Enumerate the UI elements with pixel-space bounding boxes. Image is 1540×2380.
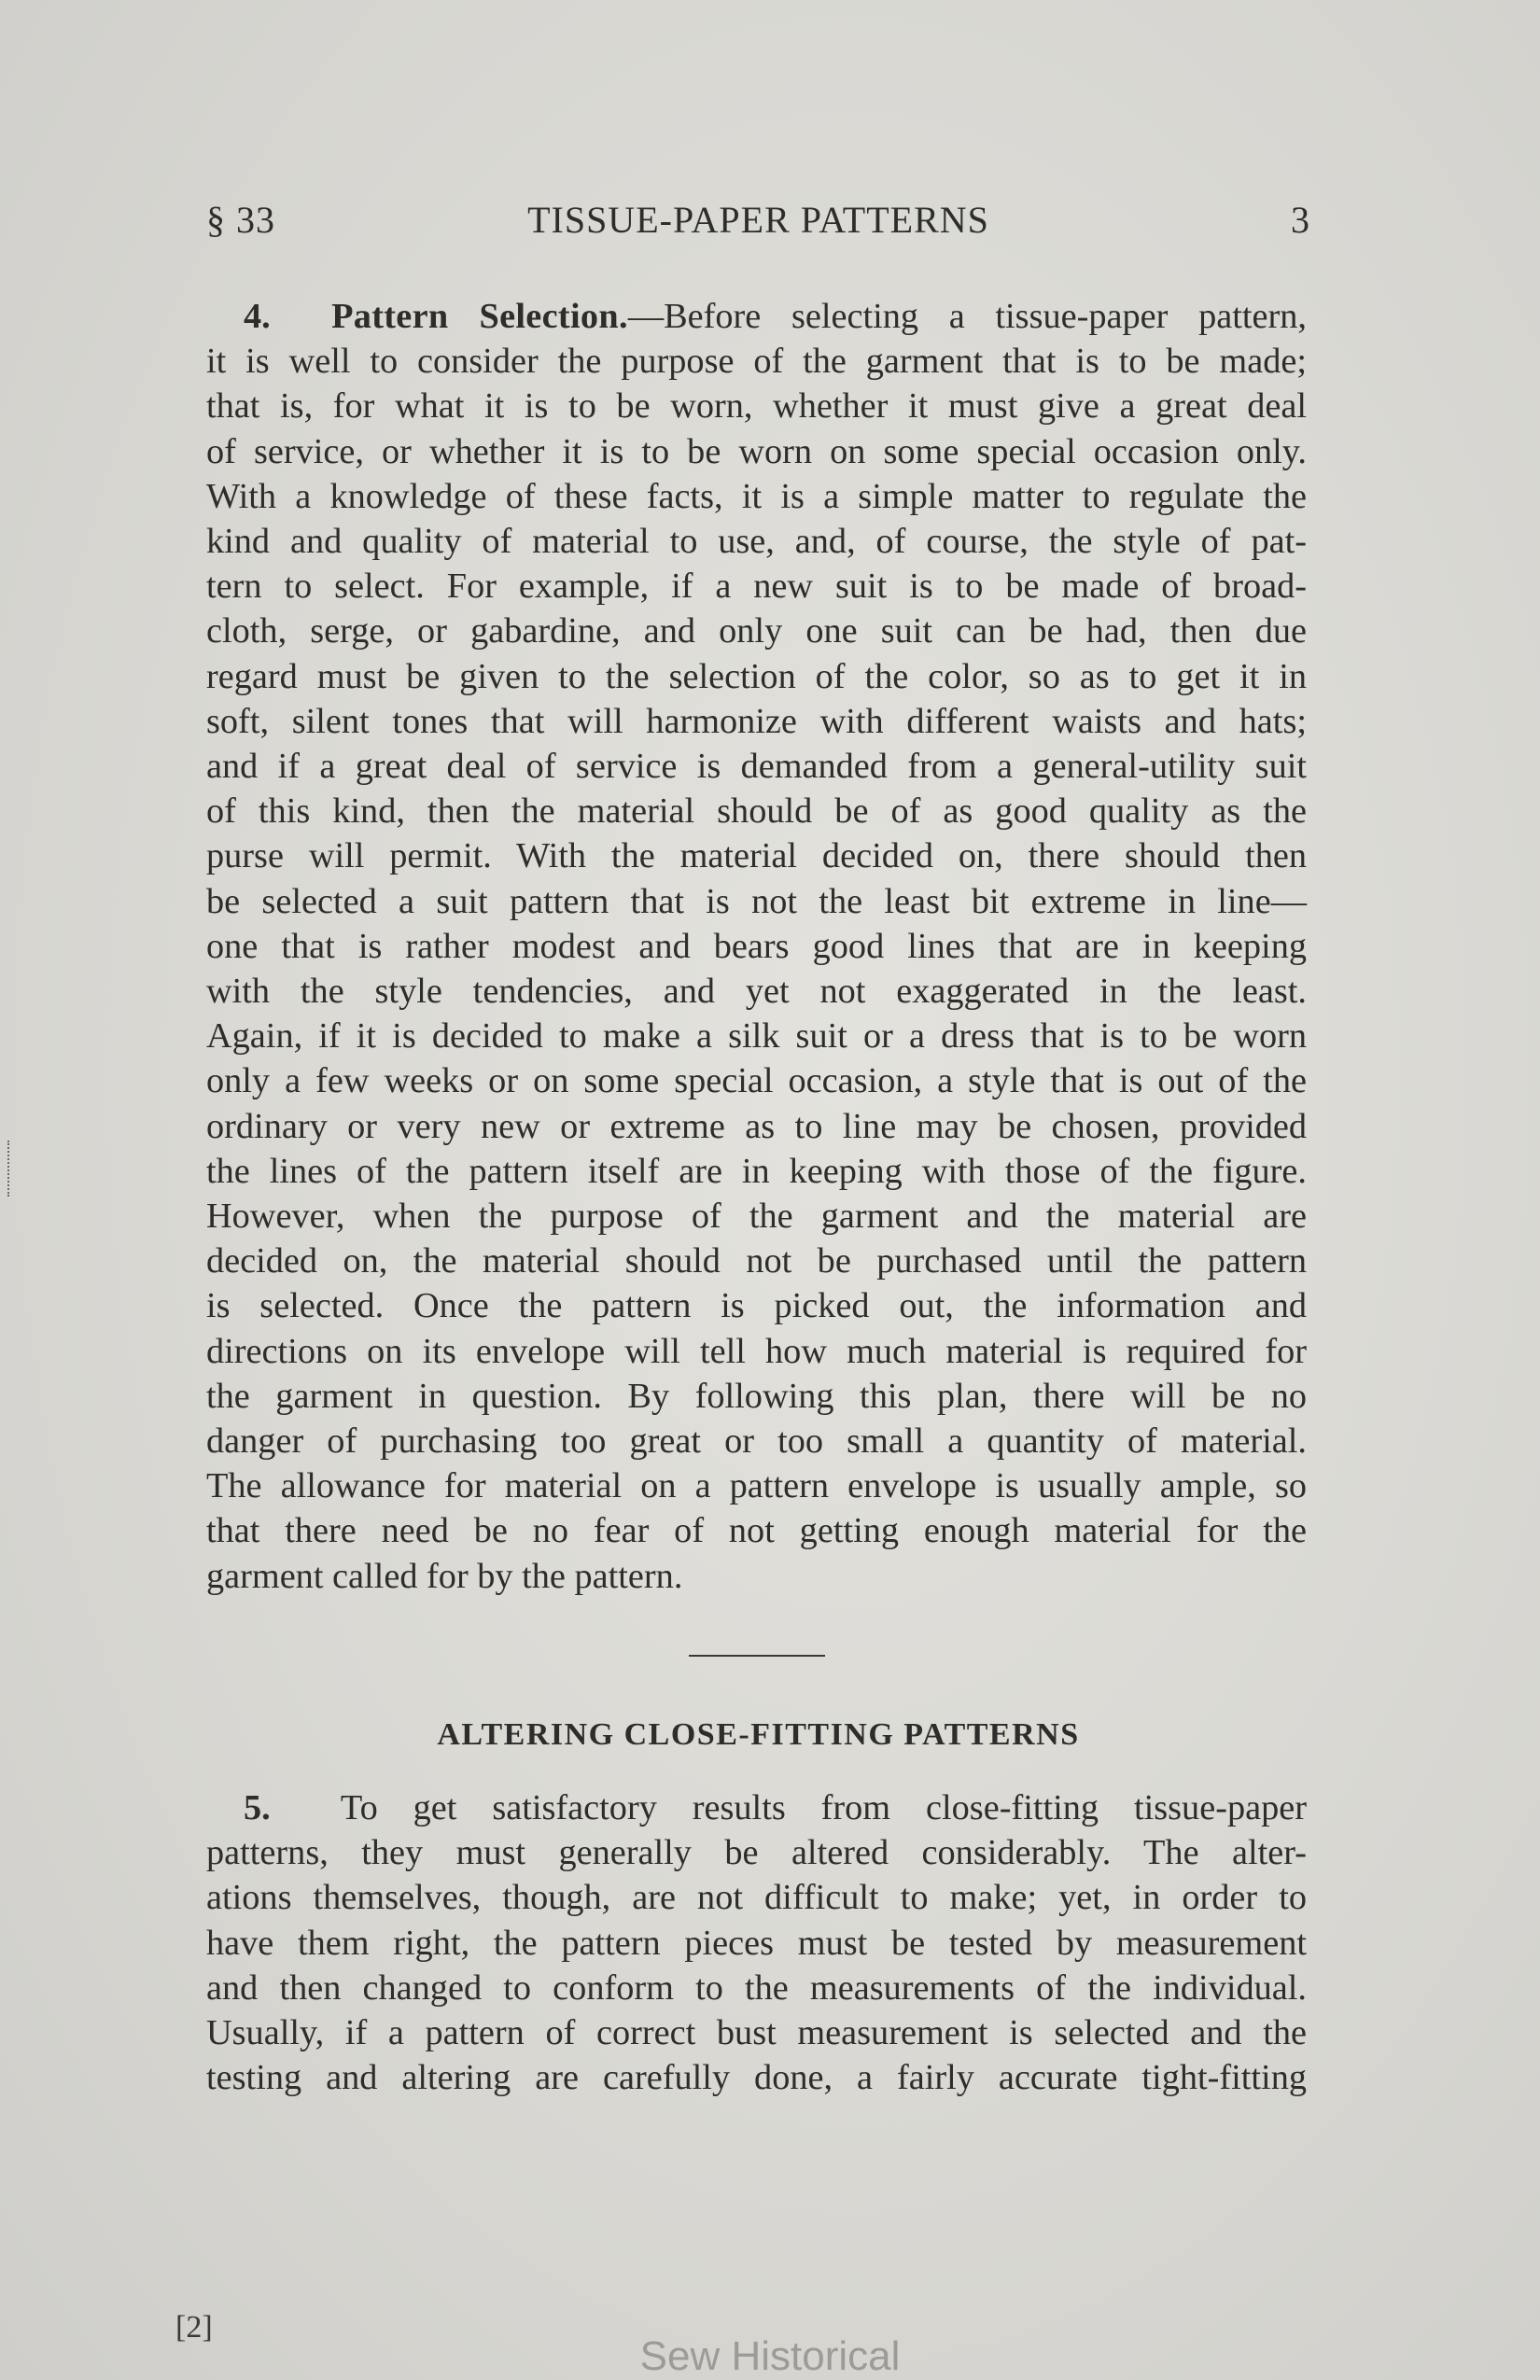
paragraph-line: decided on, the material should not be purchased until the pattern <box>206 1241 1307 1281</box>
paragraph-heading: Pattern Selection. <box>331 297 628 336</box>
paragraph-line-text: To get satisfactory results from close-fitting tissue-paper <box>340 1788 1307 1827</box>
paragraph-line: cloth, serge, or gabardine, and only one suit can be had, then due <box>206 611 1307 651</box>
paragraph-line: kind and quality of material to use, and, of course, the style of pat- <box>206 522 1307 562</box>
paragraph-line: and if a great deal of service is demanded from a general-utility suit <box>206 747 1307 787</box>
paragraph-4 <box>206 294 1307 1599</box>
paragraph-line: be selected a suit pattern that is not the least bit extreme in line— <box>206 881 1307 921</box>
section-divider <box>689 1655 825 1657</box>
paragraph-line: testing and altering are carefully done, a fairly accurate tight-fitting <box>206 2058 1307 2098</box>
paragraph-line: The allowance for material on a pattern envelope is usually ample, so <box>206 1466 1307 1506</box>
paragraph-line: garment called for by the pattern. <box>206 1556 683 1596</box>
paragraph-line: regard must be given to the selection of the color, so as to get it in <box>206 656 1307 696</box>
paragraph-line <box>206 1785 1307 1830</box>
paragraph-line: one that is rather modest and bears good lines that are in keeping <box>206 926 1307 966</box>
paragraph-line: have them right, the pattern pieces must be tested by measurement <box>206 1923 1307 1963</box>
paragraph-line <box>206 294 1307 339</box>
paragraph-line: However, when the purpose of the garment and the material are <box>206 1197 1307 1237</box>
paragraph-line-text: —Before selecting a tissue-paper pattern, <box>627 297 1307 336</box>
paragraph-number: 4. <box>244 297 271 336</box>
paragraph-line: ordinary or very new or extreme as to line may be chosen, provided <box>206 1106 1307 1146</box>
page-title: TISSUE-PAPER PATTERNS <box>527 199 989 241</box>
margin-mark <box>0 1141 9 1197</box>
paragraph-line: it is well to consider the purpose of the garment that is to be made; <box>206 342 1307 382</box>
paragraph-line: the lines of the pattern itself are in keeping with those of the figure. <box>206 1151 1307 1191</box>
paragraph-line: that is, for what it is to be worn, whether it must give a great deal <box>206 386 1307 427</box>
paragraph-line: is selected. Once the pattern is picked out, the information and <box>206 1286 1307 1326</box>
section-heading: ALTERING CLOSE-FITTING PATTERNS <box>437 1717 1080 1752</box>
section-number: § 33 <box>206 199 275 241</box>
page-number: 3 <box>1291 199 1310 241</box>
watermark: Sew Historical <box>639 2333 901 2379</box>
paragraph-line: patterns, they must generally be altered considerably. The alter- <box>206 1833 1307 1873</box>
paragraph-line: purse will permit. With the material decided on, there should then <box>206 836 1307 876</box>
paragraph-line: tern to select. For example, if a new suit is to be made of broad- <box>206 567 1307 607</box>
running-head <box>206 198 1310 250</box>
paragraph-line: soft, silent tones that will harmonize with different waists and hats; <box>206 701 1307 741</box>
paragraph-line: the garment in question. By following this plan, there will be no <box>206 1376 1307 1416</box>
paragraph-line: with the style tendencies, and yet not exaggerated in the least. <box>206 972 1307 1012</box>
paragraph-line: Again, if it is decided to make a silk suit or a dress that is to be worn <box>206 1016 1307 1057</box>
paragraph-line: only a few weeks or on some special occasion, a style that is out of the <box>206 1061 1307 1101</box>
paragraph-line: ations themselves, though, are not difficult to make; yet, in order to <box>206 1878 1307 1918</box>
paragraph-line: Usually, if a pattern of correct bust measurement is selected and the <box>206 2013 1307 2053</box>
paragraph-line: With a knowledge of these facts, it is a simple matter to regulate the <box>206 476 1307 516</box>
paragraph-line: that there need be no fear of not getting enough material for the <box>206 1511 1307 1551</box>
paragraph-line: danger of purchasing too great or too small a quantity of material. <box>206 1421 1307 1462</box>
paragraph-line: and then changed to conform to the measurements of the individual. <box>206 1967 1307 2008</box>
paragraph-line: of service, or whether it is to be worn on some special occasion only. <box>206 431 1307 471</box>
printer-signature-mark: [2] <box>175 2310 213 2345</box>
paragraph-number: 5. <box>244 1788 271 1827</box>
paragraph-5 <box>206 1785 1307 2100</box>
paragraph-line: directions on its envelope will tell how much material is required for <box>206 1331 1307 1371</box>
paragraph-line: of this kind, then the material should be of as good quality as the <box>206 791 1307 832</box>
